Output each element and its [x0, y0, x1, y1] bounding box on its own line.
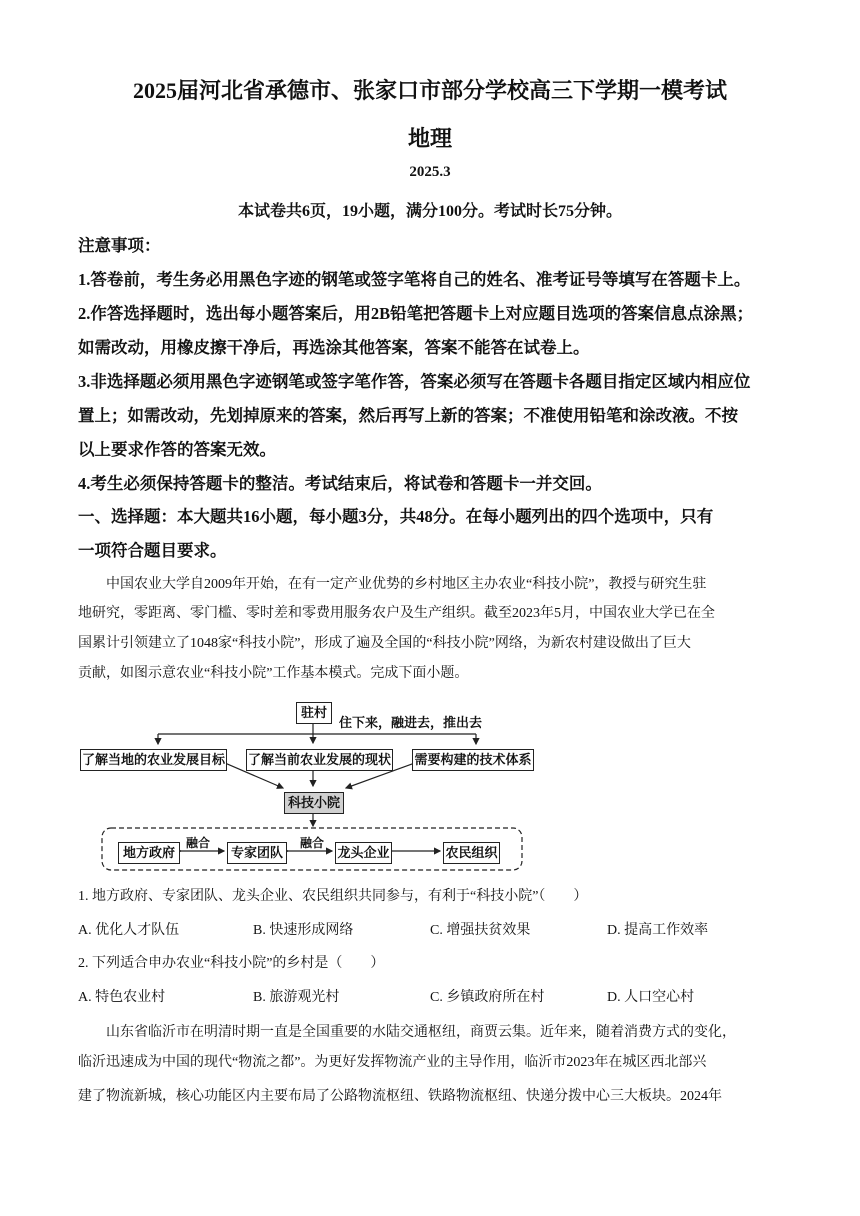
q2-option-d[interactable]: D. 人口空心村	[607, 990, 695, 1005]
passage-line: 贡献，如图示意农业“科技小院”工作基本模式。完成下面小题。	[78, 666, 469, 681]
q1-option-d[interactable]: D. 提高工作效率	[607, 923, 709, 938]
notice-item: 4.考生必须保持答题卡的整洁。考试结束后，将试卷和答题卡一并交回。	[78, 474, 602, 493]
box-leading-enterprise: 龙头企业	[335, 842, 392, 864]
notice-item: 置上；如需改动，先划掉原来的答案，然后再写上新的答案；不准使用铅笔和涂改液。不按	[78, 406, 738, 425]
merge-label: 融合	[186, 836, 211, 850]
exam-info: 本试卷共6页，19小题，满分100分。考试时长75分钟。	[237, 203, 622, 220]
notice-item: 以上要求作答的答案无效。	[78, 440, 276, 459]
q2-option-c[interactable]: C. 乡镇政府所在村	[430, 990, 545, 1005]
exam-date: 2025.3	[409, 164, 451, 180]
exam-title: 2025届河北省承德市、张家口市部分学校高三下学期一模考试	[132, 78, 727, 103]
passage-line: 中国农业大学自2009年开始，在有一定产业优势的乡村地区主办农业“科技小院”，教授与研究生驻	[106, 577, 707, 592]
merge-label: 融合	[300, 836, 325, 850]
notice-heading: 注意事项：	[78, 236, 161, 255]
question-2-stem: 2. 下列适合申办农业“科技小院”的乡村是（ ）	[78, 956, 385, 971]
box-tech-system: 需要构建的技术体系	[412, 749, 534, 771]
q1-option-a[interactable]: A. 优化人才队伍	[78, 923, 180, 938]
exam-subject: 地理	[407, 126, 452, 151]
notice-item: 1.答卷前，考生务必用黑色字迹的钢笔或签字笔将自己的姓名、准考证号等填写在答题卡上。	[78, 270, 751, 289]
q1-option-b[interactable]: B. 快速形成网络	[253, 923, 354, 938]
passage-line: 建了物流新城，核心功能区内主要布局了公路物流枢纽、铁路物流枢纽、快递分拨中心三大板块。2024年	[78, 1089, 722, 1104]
notice-item: 2.作答选择题时，选出每小题答案后，用2B铅笔把答题卡上对应题目选项的答案信息点涂黑；	[78, 304, 754, 323]
notice-item: 如需改动，用橡皮擦干净后，再选涂其他答案，答案不能答在试卷上。	[78, 338, 590, 357]
box-farmer-org: 农民组织	[443, 842, 500, 864]
box-science-courtyard: 科技小院	[284, 792, 344, 814]
notice-item: 3.非选择题必须用黑色字迹钢笔或签字笔作答，答案必须写在答题卡各题目指定区域内相应位	[78, 372, 751, 391]
box-station-village: 驻村	[296, 702, 332, 724]
q2-option-b[interactable]: B. 旅游观光村	[253, 990, 340, 1005]
science-courtyard-diagram	[78, 700, 538, 875]
section-heading: 一、选择题：本大题共16小题，每小题3分，共48分。在每小题列出的四个选项中，只有	[78, 507, 714, 526]
station-note: 住下来，融进去，推出去	[339, 715, 483, 730]
passage-line: 国累计引领建立了1048家“科技小院”，形成了遍及全国的“科技小院”网络，为新农村建设做出了巨大	[78, 636, 691, 651]
box-local-goal: 了解当地的农业发展目标	[80, 749, 227, 771]
box-local-government: 地方政府	[118, 842, 180, 864]
passage-line: 临沂迅速成为中国的现代“物流之都”。为更好发挥物流产业的主导作用，临沂市2023年在城区西北部兴	[78, 1055, 707, 1070]
question-1-stem: 1. 地方政府、专家团队、龙头企业、农民组织共同参与，有利于“科技小院”（ ）	[78, 889, 588, 904]
passage-line: 地研究，零距离、零门槛、零时差和零费用服务农户及生产组织。截至2023年5月，中国农业大学已在全	[78, 606, 715, 621]
section-heading-cont: 一项符合题目要求。	[78, 541, 227, 560]
passage-line: 山东省临沂市在明清时期一直是全国重要的水陆交通枢纽，商贾云集。近年来，随着消费方式的变化，	[106, 1025, 736, 1040]
box-current-status: 了解当前农业发展的现状	[246, 749, 393, 771]
q1-option-c[interactable]: C. 增强扶贫效果	[430, 923, 531, 938]
box-expert-team: 专家团队	[227, 842, 287, 864]
q2-option-a[interactable]: A. 特色农业村	[78, 990, 166, 1005]
